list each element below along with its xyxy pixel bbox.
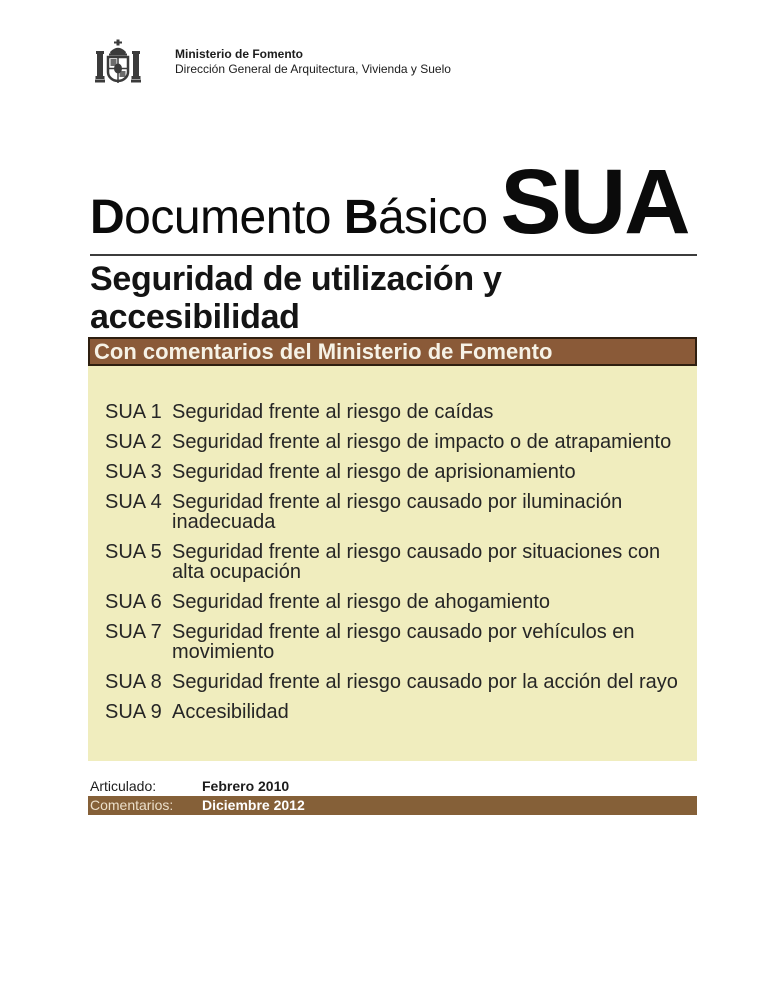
toc-item-line: Seguridad frente al riesgo de caídas	[172, 401, 494, 423]
toc-item-line: Seguridad frente al riesgo de impacto o de atrapamiento	[172, 431, 672, 453]
toc-item-code: SUA 3	[105, 461, 162, 483]
toc-item-code: SUA 1	[105, 401, 162, 423]
title-word-asico: ásico	[377, 191, 501, 244]
footer-row-articulado	[88, 777, 697, 796]
toc-box	[88, 366, 697, 761]
toc-item-title	[172, 672, 693, 692]
toc-item-line: Seguridad frente al riesgo de ahogamiento	[172, 591, 551, 613]
toc-item-code: SUA 6	[105, 591, 162, 613]
toc-item-title	[172, 402, 693, 422]
toc-item	[105, 402, 693, 422]
toc-item-code: SUA 2	[105, 431, 162, 453]
toc-item-code: SUA 8	[105, 671, 162, 693]
toc-list	[88, 366, 697, 722]
footer-value-articulado: Febrero 2010	[202, 778, 290, 794]
title-initial-b: B	[343, 191, 378, 244]
document-subtitle	[90, 260, 502, 336]
toc-item-line: inadecuada	[172, 511, 276, 533]
toc-item	[105, 432, 693, 452]
toc-item-line: Accesibilidad	[172, 701, 289, 723]
subtitle-line-1: Seguridad de utilización y	[90, 260, 502, 298]
toc-item-code: SUA 7	[105, 621, 162, 643]
toc-item-code: SUA 4	[105, 491, 162, 513]
toc-item-line: alta ocupación	[172, 561, 301, 583]
footer-value-comentarios: Diciembre 2012	[202, 797, 305, 813]
toc-item-line: Seguridad frente al riesgo causado por la acción del rayo	[172, 671, 678, 693]
document-title	[90, 150, 689, 255]
toc-item-title	[172, 702, 693, 722]
footer-label-articulado: Articulado:	[90, 778, 157, 794]
toc-item-title	[172, 592, 693, 612]
toc-item-title	[172, 622, 693, 662]
footer-label-comentarios: Comentarios:	[90, 797, 174, 813]
toc-item	[105, 542, 693, 582]
title-divider-rule	[90, 254, 697, 256]
toc-item	[105, 622, 693, 662]
title-initial-d: D	[90, 191, 125, 244]
coat-of-arms-icon	[94, 39, 142, 90]
toc-item	[105, 592, 693, 612]
toc-item-code: SUA 5	[105, 541, 162, 563]
toc-item-title	[172, 492, 693, 532]
comments-banner: Con comentarios del Ministerio de Fomento	[88, 337, 697, 366]
toc-item-line: Seguridad frente al riesgo causado por situaciones con	[172, 541, 661, 563]
ministry-department: Dirección General de Arquitectura, Vivienda y Suelo	[175, 62, 451, 76]
header-ministry-block	[175, 47, 451, 77]
toc-item	[105, 672, 693, 692]
toc-item	[105, 702, 693, 722]
toc-item-line: Seguridad frente al riesgo de aprisionamiento	[172, 461, 576, 483]
toc-item-title	[172, 542, 693, 582]
toc-item-line: movimiento	[172, 641, 275, 663]
title-code-sua: SUA	[500, 151, 689, 253]
toc-item-line: Seguridad frente al riesgo causado por iluminación	[172, 491, 623, 513]
subtitle-line-2: accesibilidad	[90, 298, 300, 336]
title-word-ocumento: ocumento	[124, 191, 344, 244]
toc-item-line: Seguridad frente al riesgo causado por vehículos en	[172, 621, 635, 643]
ministry-name: Ministerio de Fomento	[175, 47, 304, 61]
footer-row-comentarios	[88, 796, 697, 815]
toc-item	[105, 492, 693, 532]
toc-item-title	[172, 432, 693, 452]
toc-item	[105, 462, 693, 482]
toc-item-code: SUA 9	[105, 701, 162, 723]
toc-item-title	[172, 462, 693, 482]
footer-version-block	[88, 777, 697, 815]
